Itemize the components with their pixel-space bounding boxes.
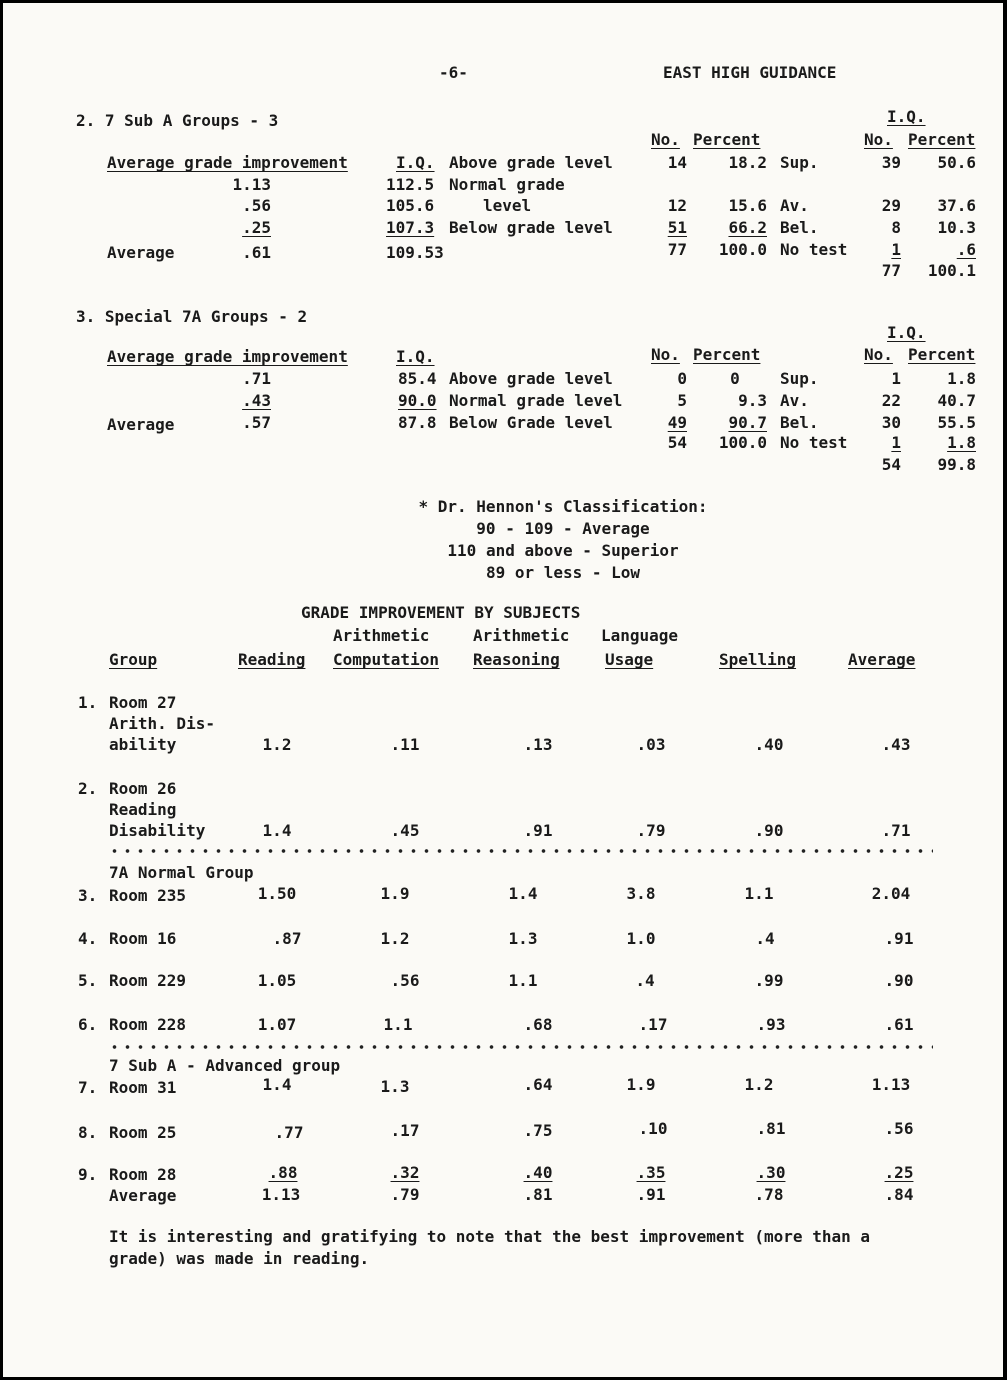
header-arith-comp-line1: Arithmetic (333, 626, 430, 645)
value-average: .71 (881, 821, 911, 840)
value-reading: .88 (268, 1163, 298, 1182)
row-group-name: ability (109, 735, 177, 754)
section2-improvement: .25 (242, 218, 271, 237)
value-reading: .87 (272, 929, 302, 948)
header-arith-comp-line2: Computation (333, 650, 439, 669)
value-language-usage: 1.9 (626, 1075, 656, 1094)
section2-iq-class: Av. (780, 196, 809, 215)
value-arith-reasoning: 1.4 (508, 884, 538, 903)
section2-iq-class: Sup. (780, 153, 819, 172)
header-reading: Reading (238, 650, 306, 669)
section3-level: Below Grade level (449, 413, 613, 432)
value-arith-computation: 1.9 (380, 884, 410, 903)
section2-iq-average: 109.53 (386, 243, 444, 262)
header-lang-line1: Language (601, 626, 679, 645)
average-reading: 1.13 (261, 1185, 301, 1204)
value-language-usage: .03 (636, 735, 666, 754)
section3-level: Above grade level (449, 369, 613, 388)
value-arith-computation: 1.1 (383, 1015, 413, 1034)
section2-iq-no: 39 (881, 153, 901, 172)
document-page (3, 3, 1003, 1377)
row-number: 6. (78, 1015, 98, 1034)
section3-percent-header: Percent (693, 345, 761, 364)
section3-level: Normal grade level (449, 391, 623, 410)
section3-percent: 0 (730, 369, 740, 388)
value-spelling: 1.1 (744, 884, 774, 903)
section2-level: level (483, 196, 532, 215)
value-reading: 1.4 (262, 821, 292, 840)
classification-line: 89 or less - Low (485, 563, 641, 582)
value-language-usage: 1.0 (626, 929, 656, 948)
value-average: .56 (884, 1119, 914, 1138)
value-spelling: .90 (754, 821, 784, 840)
row-number: 4. (78, 929, 98, 948)
section3-no: 5 (677, 391, 687, 410)
section3-percent: 90.7 (728, 413, 767, 432)
section3-avg-grade-header: Average grade improvement (107, 347, 348, 366)
value-average: .25 (884, 1163, 914, 1182)
section3-iq-class: Av. (780, 391, 809, 410)
section2-iq-class: No test (780, 240, 848, 259)
section2-no-total: 77 (667, 240, 687, 259)
header-average: Average (848, 650, 916, 669)
row-group-name: Room 235 (109, 886, 187, 905)
section2-iq-percent: 10.3 (937, 218, 976, 237)
section3-iq-percent: 1.8 (947, 433, 976, 452)
section2-percent-total: 100.0 (718, 240, 767, 259)
header-arith-reas-line1: Arithmetic (473, 626, 570, 645)
average-row-label: Average (109, 1186, 177, 1205)
row-group-name: Disability (109, 821, 206, 840)
value-arith-reasoning: .64 (523, 1075, 553, 1094)
section3-iq-no-total: 54 (881, 455, 901, 474)
group-label-7a-normal: 7A Normal Group (109, 863, 254, 882)
section3-iq-label: I.Q. (887, 323, 926, 342)
value-spelling: .30 (756, 1163, 786, 1182)
section2-iq-value: 105.6 (386, 196, 435, 215)
value-language-usage: .35 (636, 1163, 666, 1182)
average-arith-reasoning: .81 (523, 1185, 553, 1204)
header-group: Group (109, 650, 158, 669)
average-average: .84 (884, 1185, 914, 1204)
classification-line: 90 - 109 - Average (476, 519, 650, 538)
value-average: .43 (881, 735, 911, 754)
value-arith-reasoning: 1.1 (508, 971, 538, 990)
section3-iq-header: I.Q. (396, 347, 435, 366)
section3-iq-percent: 55.5 (937, 413, 976, 432)
section2-iq-no: 1 (891, 240, 901, 259)
value-arith-reasoning: .91 (523, 821, 553, 840)
value-average: 2.04 (871, 884, 911, 903)
value-spelling: .99 (754, 971, 784, 990)
section3-iq-value: 90.0 (398, 391, 437, 410)
value-arith-computation: .56 (390, 971, 420, 990)
section3-iq-percent-header: Percent (908, 345, 976, 364)
section3-no: 49 (667, 413, 687, 432)
row-group-name: Reading (109, 800, 177, 819)
row-number: 8. (78, 1123, 98, 1142)
classification-line: 110 and above - Superior (447, 541, 679, 560)
section2-no: 51 (667, 218, 687, 237)
section3-iq-value: 85.4 (398, 369, 437, 388)
section2-level: Normal grade (449, 175, 565, 194)
section3-improvement: .71 (242, 369, 271, 388)
row-number: 2. (78, 779, 98, 798)
value-spelling: .40 (754, 735, 784, 754)
average-spelling: .78 (754, 1185, 784, 1204)
header-lang-line2: Usage (605, 650, 654, 669)
section2-heading: 2. 7 Sub A Groups - 3 (76, 111, 279, 130)
row-group-name: Room 228 (109, 1015, 187, 1034)
value-language-usage: .17 (638, 1015, 668, 1034)
section2-iq-percent: 37.6 (937, 196, 976, 215)
document-title: EAST HIGH GUIDANCE (663, 63, 837, 82)
subjects-title: GRADE IMPROVEMENT BY SUBJECTS (301, 603, 581, 622)
section2-iq-percent-header: Percent (908, 130, 976, 149)
section2-iq-no: 8 (891, 218, 901, 237)
value-spelling: .81 (756, 1119, 786, 1138)
section3-no: 0 (677, 369, 687, 388)
section3-iq-no: 30 (881, 413, 901, 432)
value-arith-computation: .17 (390, 1121, 420, 1140)
closing-note-line: grade) was made in reading. (109, 1249, 370, 1268)
section2-iq-value: 107.3 (386, 218, 435, 237)
section3-percent: 9.3 (738, 391, 767, 410)
section2-no: 12 (667, 196, 687, 215)
section3-average-label: Average (107, 415, 175, 434)
value-arith-computation: 1.3 (380, 1077, 410, 1096)
section2-iq-no-header: No. (864, 130, 893, 149)
value-language-usage: .4 (635, 971, 655, 990)
section2-iq-no: 29 (881, 196, 901, 215)
section3-improvement: .43 (242, 391, 271, 410)
section2-iq-percent: 50.6 (937, 153, 976, 172)
section2-no: 14 (667, 153, 687, 172)
row-group-name: Room 16 (109, 929, 177, 948)
section2-improvement: .56 (242, 196, 271, 215)
section3-no-total: 54 (667, 433, 687, 452)
section2-percent: 15.6 (728, 196, 767, 215)
section2-iq-percent-total: 100.1 (927, 261, 976, 280)
classification-title: * Dr. Hennon's Classification: (418, 497, 708, 516)
row-group-name: Room 31 (109, 1078, 177, 1097)
value-average: .91 (884, 929, 914, 948)
average-arith-computation: .79 (390, 1185, 420, 1204)
value-spelling: 1.2 (744, 1075, 774, 1094)
value-arith-reasoning: .68 (523, 1015, 553, 1034)
section3-iq-no: 1 (891, 433, 901, 452)
group-label-advanced: 7 Sub A - Advanced group (109, 1056, 341, 1075)
section2-percent: 18.2 (728, 153, 767, 172)
section3-percent-total: 100.0 (718, 433, 767, 452)
row-group-name: Room 28 (109, 1165, 177, 1184)
value-reading: 1.07 (257, 1015, 297, 1034)
value-arith-reasoning: .40 (523, 1163, 553, 1182)
value-arith-computation: .45 (390, 821, 420, 840)
value-reading: 1.2 (262, 735, 292, 754)
section2-avg-grade-header: Average grade improvement (107, 153, 348, 172)
header-arith-reas-line2: Reasoning (473, 650, 560, 669)
section3-iq-class: Bel. (780, 413, 819, 432)
section2-percent: 66.2 (728, 218, 767, 237)
section3-iq-no: 22 (881, 391, 901, 410)
page-number: -6- (439, 63, 468, 82)
row-number: 1. (78, 693, 98, 712)
section3-iq-percent: 40.7 (937, 391, 976, 410)
value-reading: 1.50 (257, 884, 297, 903)
section3-iq-class: Sup. (780, 369, 819, 388)
section3-average-value: .57 (242, 413, 271, 432)
section2-iq-header: I.Q. (396, 153, 435, 172)
average-language-usage: .91 (636, 1185, 666, 1204)
section3-iq-class: No test (780, 433, 848, 452)
value-language-usage: .10 (638, 1119, 668, 1138)
dotted-separator (108, 1045, 933, 1049)
row-group-name: Room 27 (109, 693, 177, 712)
section3-iq-no: 1 (891, 369, 901, 388)
section3-iq-value: 87.8 (398, 413, 437, 432)
section2-improvement: 1.13 (232, 175, 271, 194)
value-arith-reasoning: 1.3 (508, 929, 538, 948)
row-group-name: Room 26 (109, 779, 177, 798)
value-arith-computation: .32 (390, 1163, 420, 1182)
header-spelling: Spelling (719, 650, 797, 669)
row-group-name: Room 25 (109, 1123, 177, 1142)
section3-heading: 3. Special 7A Groups - 2 (76, 307, 308, 326)
section2-iq-label: I.Q. (887, 107, 926, 126)
value-arith-reasoning: .75 (523, 1121, 553, 1140)
section2-average-value: .61 (242, 243, 271, 262)
section2-level: Below grade level (449, 218, 613, 237)
value-average: 1.13 (871, 1075, 911, 1094)
value-reading: .77 (274, 1123, 304, 1142)
value-average: .90 (884, 971, 914, 990)
value-arith-reasoning: .13 (523, 735, 553, 754)
section2-average-label: Average (107, 243, 175, 262)
section2-iq-no-total: 77 (881, 261, 901, 280)
value-spelling: .93 (756, 1015, 786, 1034)
row-number: 9. (78, 1165, 98, 1184)
section2-level: Above grade level (449, 153, 613, 172)
value-language-usage: 3.8 (626, 884, 656, 903)
section2-iq-class: Bel. (780, 218, 819, 237)
row-group-name: Arith. Dis- (109, 714, 215, 733)
value-reading: 1.05 (257, 971, 297, 990)
section3-iq-percent: 1.8 (947, 369, 976, 388)
value-language-usage: .79 (636, 821, 666, 840)
row-number: 7. (78, 1078, 98, 1097)
row-number: 5. (78, 971, 98, 990)
closing-note-line: It is interesting and gratifying to note that the best improvement (more than a (109, 1227, 870, 1246)
dotted-separator (108, 849, 933, 853)
value-arith-computation: 1.2 (380, 929, 410, 948)
section3-iq-no-header: No. (864, 345, 893, 364)
section3-iq-percent-total: 99.8 (937, 455, 976, 474)
row-group-name: Room 229 (109, 971, 187, 990)
section2-no-header: No. (651, 130, 680, 149)
value-average: .61 (884, 1015, 914, 1034)
value-spelling: .4 (755, 929, 775, 948)
section2-iq-value: 112.5 (386, 175, 435, 194)
row-number: 3. (78, 886, 98, 905)
section2-iq-percent: .6 (956, 240, 976, 259)
value-arith-computation: .11 (390, 735, 420, 754)
section3-no-header: No. (651, 345, 680, 364)
section2-percent-header: Percent (693, 130, 761, 149)
value-reading: 1.4 (262, 1075, 292, 1094)
